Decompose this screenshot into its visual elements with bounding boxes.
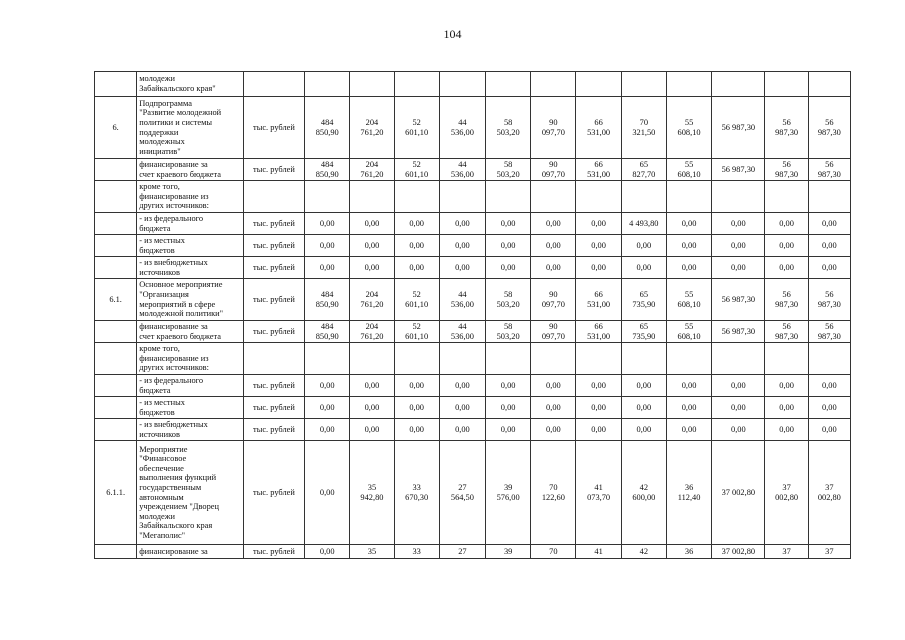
value-cell: 0,00 (350, 375, 394, 397)
value-cell (576, 181, 621, 213)
unit-cell (243, 181, 304, 213)
value-cell: 0,00 (394, 235, 439, 257)
value-cell: 90 097,70 (531, 159, 576, 181)
value-cell: 0,00 (808, 213, 850, 235)
value-cell: 0,00 (531, 375, 576, 397)
unit-cell: тыс. рублей (243, 159, 304, 181)
unit-cell (243, 343, 304, 375)
value-cell: 0,00 (439, 375, 485, 397)
value-cell: 44 536,00 (439, 321, 485, 343)
value-cell: 0,00 (305, 235, 350, 257)
value-cell: 0,00 (305, 397, 350, 419)
row-name-cell: - из внебюджетных источников (137, 419, 244, 441)
value-cell: 41 (576, 545, 621, 559)
value-cell (531, 72, 576, 97)
value-cell: 27 564,50 (439, 441, 485, 545)
row-name-cell: финансирование за счет краевого бюджета (137, 159, 244, 181)
value-cell (808, 343, 850, 375)
value-cell: 70 321,50 (621, 97, 666, 159)
value-cell (576, 72, 621, 97)
value-cell: 4 493,80 (621, 213, 666, 235)
value-cell: 33 (394, 545, 439, 559)
value-cell: 0,00 (765, 397, 808, 419)
table-row (95, 375, 851, 397)
value-cell: 37 002,80 (808, 441, 850, 545)
value-cell (808, 181, 850, 213)
value-cell: 58 503,20 (486, 321, 531, 343)
value-cell: 90 097,70 (531, 97, 576, 159)
value-cell: 36 112,40 (666, 441, 711, 545)
value-cell: 0,00 (808, 419, 850, 441)
row-name-cell: кроме того, финансирование из других источников: (137, 343, 244, 375)
unit-cell: тыс. рублей (243, 279, 304, 321)
unit-cell: тыс. рублей (243, 213, 304, 235)
value-cell: 0,00 (621, 375, 666, 397)
value-cell (350, 181, 394, 213)
value-cell: 0,00 (808, 397, 850, 419)
row-name-cell: Основное мероприятие "Организация мероприятий в сфере молодежной политики" (137, 279, 244, 321)
row-name-cell: кроме того, финансирование из других источников: (137, 181, 244, 213)
table-row (95, 97, 851, 159)
value-cell (666, 181, 711, 213)
table-row (95, 213, 851, 235)
value-cell (666, 343, 711, 375)
value-cell: 37 002,80 (712, 441, 765, 545)
value-cell: 0,00 (394, 257, 439, 279)
row-number-cell (95, 257, 137, 279)
value-cell: 0,00 (350, 257, 394, 279)
value-cell: 36 (666, 545, 711, 559)
value-cell (531, 181, 576, 213)
table-row (95, 279, 851, 321)
value-cell: 65 735,90 (621, 321, 666, 343)
value-cell: 0,00 (486, 397, 531, 419)
value-cell: 0,00 (808, 235, 850, 257)
value-cell (712, 181, 765, 213)
row-number-cell (95, 321, 137, 343)
value-cell: 90 097,70 (531, 279, 576, 321)
value-cell: 204 761,20 (350, 159, 394, 181)
value-cell: 0,00 (394, 419, 439, 441)
value-cell: 0,00 (305, 441, 350, 545)
row-name-cell: Мероприятие "Финансовое обеспечение выполнения функций государственным автономным учреждением "Дворец молодежи Забайкальского края "Мегаполис" (137, 441, 244, 545)
value-cell: 52 601,10 (394, 97, 439, 159)
value-cell: 42 (621, 545, 666, 559)
value-cell: 66 531,00 (576, 279, 621, 321)
value-cell: 37 (808, 545, 850, 559)
unit-cell: тыс. рублей (243, 321, 304, 343)
value-cell: 0,00 (486, 419, 531, 441)
value-cell: 56 987,30 (765, 159, 808, 181)
value-cell: 0,00 (439, 257, 485, 279)
value-cell: 0,00 (305, 257, 350, 279)
value-cell: 0,00 (712, 397, 765, 419)
value-cell: 58 503,20 (486, 97, 531, 159)
value-cell: 0,00 (808, 257, 850, 279)
value-cell: 0,00 (486, 213, 531, 235)
value-cell: 0,00 (765, 257, 808, 279)
value-cell: 44 536,00 (439, 279, 485, 321)
value-cell: 33 670,30 (394, 441, 439, 545)
page-number: 104 (443, 27, 462, 41)
value-cell: 0,00 (765, 213, 808, 235)
row-number-cell (95, 375, 137, 397)
unit-cell: тыс. рублей (243, 375, 304, 397)
value-cell: 37 002,80 (765, 441, 808, 545)
value-cell (350, 343, 394, 375)
table-row (95, 397, 851, 419)
row-number-cell (95, 72, 137, 97)
unit-cell: тыс. рублей (243, 257, 304, 279)
value-cell: 39 576,00 (486, 441, 531, 545)
value-cell: 0,00 (439, 213, 485, 235)
value-cell: 0,00 (666, 235, 711, 257)
row-number-cell (95, 235, 137, 257)
unit-cell: тыс. рублей (243, 97, 304, 159)
value-cell: 56 987,30 (808, 321, 850, 343)
value-cell: 204 761,20 (350, 279, 394, 321)
value-cell: 0,00 (765, 419, 808, 441)
row-number-cell (95, 213, 137, 235)
value-cell: 56 987,30 (765, 321, 808, 343)
value-cell: 0,00 (439, 419, 485, 441)
value-cell (486, 181, 531, 213)
value-cell: 56 987,30 (808, 159, 850, 181)
table-row (95, 159, 851, 181)
row-number-cell (95, 419, 137, 441)
table-row (95, 72, 851, 97)
value-cell: 55 608,10 (666, 97, 711, 159)
value-cell: 0,00 (439, 235, 485, 257)
value-cell: 0,00 (712, 257, 765, 279)
value-cell: 0,00 (621, 257, 666, 279)
row-number-cell: 6. (95, 97, 137, 159)
table-row (95, 419, 851, 441)
value-cell: 70 (531, 545, 576, 559)
value-cell (486, 72, 531, 97)
value-cell: 0,00 (765, 375, 808, 397)
value-cell (486, 343, 531, 375)
value-cell: 0,00 (486, 375, 531, 397)
value-cell: 0,00 (486, 235, 531, 257)
value-cell: 0,00 (576, 397, 621, 419)
value-cell: 0,00 (305, 375, 350, 397)
value-cell (712, 343, 765, 375)
value-cell: 0,00 (305, 213, 350, 235)
unit-cell: тыс. рублей (243, 419, 304, 441)
value-cell: 37 (765, 545, 808, 559)
value-cell: 41 073,70 (576, 441, 621, 545)
value-cell: 204 761,20 (350, 321, 394, 343)
value-cell: 0,00 (531, 419, 576, 441)
value-cell: 70 122,60 (531, 441, 576, 545)
value-cell: 484 850,90 (305, 321, 350, 343)
value-cell: 56 987,30 (808, 279, 850, 321)
table-row (95, 343, 851, 375)
value-cell: 0,00 (394, 397, 439, 419)
table-row (95, 181, 851, 213)
value-cell: 39 (486, 545, 531, 559)
value-cell (350, 72, 394, 97)
value-cell: 0,00 (666, 375, 711, 397)
row-name-cell: - из местных бюджетов (137, 235, 244, 257)
value-cell: 35 (350, 545, 394, 559)
value-cell: 0,00 (808, 375, 850, 397)
table-row (95, 235, 851, 257)
value-cell: 66 531,00 (576, 321, 621, 343)
value-cell: 55 608,10 (666, 159, 711, 181)
unit-cell: тыс. рублей (243, 545, 304, 559)
value-cell: 0,00 (666, 257, 711, 279)
value-cell: 0,00 (350, 419, 394, 441)
value-cell (765, 181, 808, 213)
value-cell: 484 850,90 (305, 159, 350, 181)
value-cell (531, 343, 576, 375)
unit-cell (243, 72, 304, 97)
value-cell (621, 181, 666, 213)
value-cell (621, 343, 666, 375)
value-cell: 56 987,30 (712, 97, 765, 159)
value-cell (765, 72, 808, 97)
row-name-cell: - из федерального бюджета (137, 213, 244, 235)
value-cell: 0,00 (439, 397, 485, 419)
value-cell: 58 503,20 (486, 159, 531, 181)
value-cell: 0,00 (486, 257, 531, 279)
value-cell: 0,00 (621, 397, 666, 419)
value-cell: 0,00 (350, 235, 394, 257)
value-cell: 0,00 (576, 257, 621, 279)
unit-cell: тыс. рублей (243, 441, 304, 545)
row-number-cell (95, 397, 137, 419)
value-cell: 0,00 (394, 375, 439, 397)
value-cell: 0,00 (531, 397, 576, 419)
value-cell: 52 601,10 (394, 159, 439, 181)
value-cell: 0,00 (576, 375, 621, 397)
value-cell: 0,00 (531, 213, 576, 235)
value-cell: 65 735,90 (621, 279, 666, 321)
row-number-cell: 6.1.1. (95, 441, 137, 545)
value-cell (576, 343, 621, 375)
table-row (95, 441, 851, 545)
row-number-cell (95, 159, 137, 181)
value-cell: 58 503,20 (486, 279, 531, 321)
value-cell: 0,00 (712, 419, 765, 441)
value-cell: 52 601,10 (394, 321, 439, 343)
value-cell (712, 72, 765, 97)
value-cell: 27 (439, 545, 485, 559)
table-row (95, 545, 851, 559)
unit-cell: тыс. рублей (243, 235, 304, 257)
value-cell (394, 181, 439, 213)
value-cell: 37 002,80 (712, 545, 765, 559)
value-cell: 66 531,00 (576, 97, 621, 159)
unit-cell: тыс. рублей (243, 397, 304, 419)
value-cell (666, 72, 711, 97)
row-name-cell: финансирование за счет краевого бюджета (137, 321, 244, 343)
value-cell: 0,00 (350, 397, 394, 419)
value-cell: 90 097,70 (531, 321, 576, 343)
value-cell: 0,00 (621, 235, 666, 257)
value-cell: 0,00 (666, 419, 711, 441)
value-cell: 44 536,00 (439, 97, 485, 159)
row-name-cell: финансирование за (137, 545, 244, 559)
value-cell: 52 601,10 (394, 279, 439, 321)
value-cell: 56 987,30 (712, 321, 765, 343)
value-cell: 484 850,90 (305, 279, 350, 321)
value-cell: 0,00 (712, 235, 765, 257)
value-cell (765, 343, 808, 375)
row-number-cell (95, 545, 137, 559)
value-cell (305, 343, 350, 375)
value-cell: 204 761,20 (350, 97, 394, 159)
value-cell (439, 72, 485, 97)
value-cell: 56 987,30 (765, 97, 808, 159)
row-name-cell: - из федерального бюджета (137, 375, 244, 397)
value-cell: 42 600,00 (621, 441, 666, 545)
value-cell: 0,00 (765, 235, 808, 257)
value-cell (394, 72, 439, 97)
value-cell (621, 72, 666, 97)
row-name-cell: - из местных бюджетов (137, 397, 244, 419)
row-number-cell (95, 343, 137, 375)
row-name-cell: Подпрограмма "Развитие молодежной политики и системы поддержки молодежных инициатив" (137, 97, 244, 159)
row-number-cell (95, 181, 137, 213)
value-cell: 56 987,30 (808, 97, 850, 159)
value-cell: 0,00 (305, 419, 350, 441)
value-cell: 0,00 (576, 235, 621, 257)
budget-table (94, 71, 851, 559)
value-cell: 44 536,00 (439, 159, 485, 181)
value-cell: 0,00 (350, 213, 394, 235)
row-number-cell: 6.1. (95, 279, 137, 321)
value-cell (305, 72, 350, 97)
value-cell: 66 531,00 (576, 159, 621, 181)
value-cell (808, 72, 850, 97)
value-cell (439, 343, 485, 375)
table-row (95, 321, 851, 343)
value-cell: 0,00 (576, 213, 621, 235)
value-cell (439, 181, 485, 213)
value-cell: 484 850,90 (305, 97, 350, 159)
value-cell (305, 181, 350, 213)
value-cell: 0,00 (712, 375, 765, 397)
value-cell: 55 608,10 (666, 321, 711, 343)
value-cell: 35 942,80 (350, 441, 394, 545)
value-cell (394, 343, 439, 375)
value-cell: 0,00 (666, 397, 711, 419)
value-cell: 55 608,10 (666, 279, 711, 321)
value-cell: 56 987,30 (765, 279, 808, 321)
value-cell: 56 987,30 (712, 279, 765, 321)
value-cell: 0,00 (305, 545, 350, 559)
value-cell: 0,00 (531, 235, 576, 257)
value-cell: 0,00 (666, 213, 711, 235)
table-row (95, 257, 851, 279)
value-cell: 0,00 (394, 213, 439, 235)
value-cell: 0,00 (531, 257, 576, 279)
value-cell: 0,00 (621, 419, 666, 441)
value-cell: 65 827,70 (621, 159, 666, 181)
row-name-cell: - из внебюджетных источников (137, 257, 244, 279)
value-cell: 0,00 (712, 213, 765, 235)
value-cell: 0,00 (576, 419, 621, 441)
row-name-cell: молодежи Забайкальского края" (137, 72, 244, 97)
value-cell: 56 987,30 (712, 159, 765, 181)
